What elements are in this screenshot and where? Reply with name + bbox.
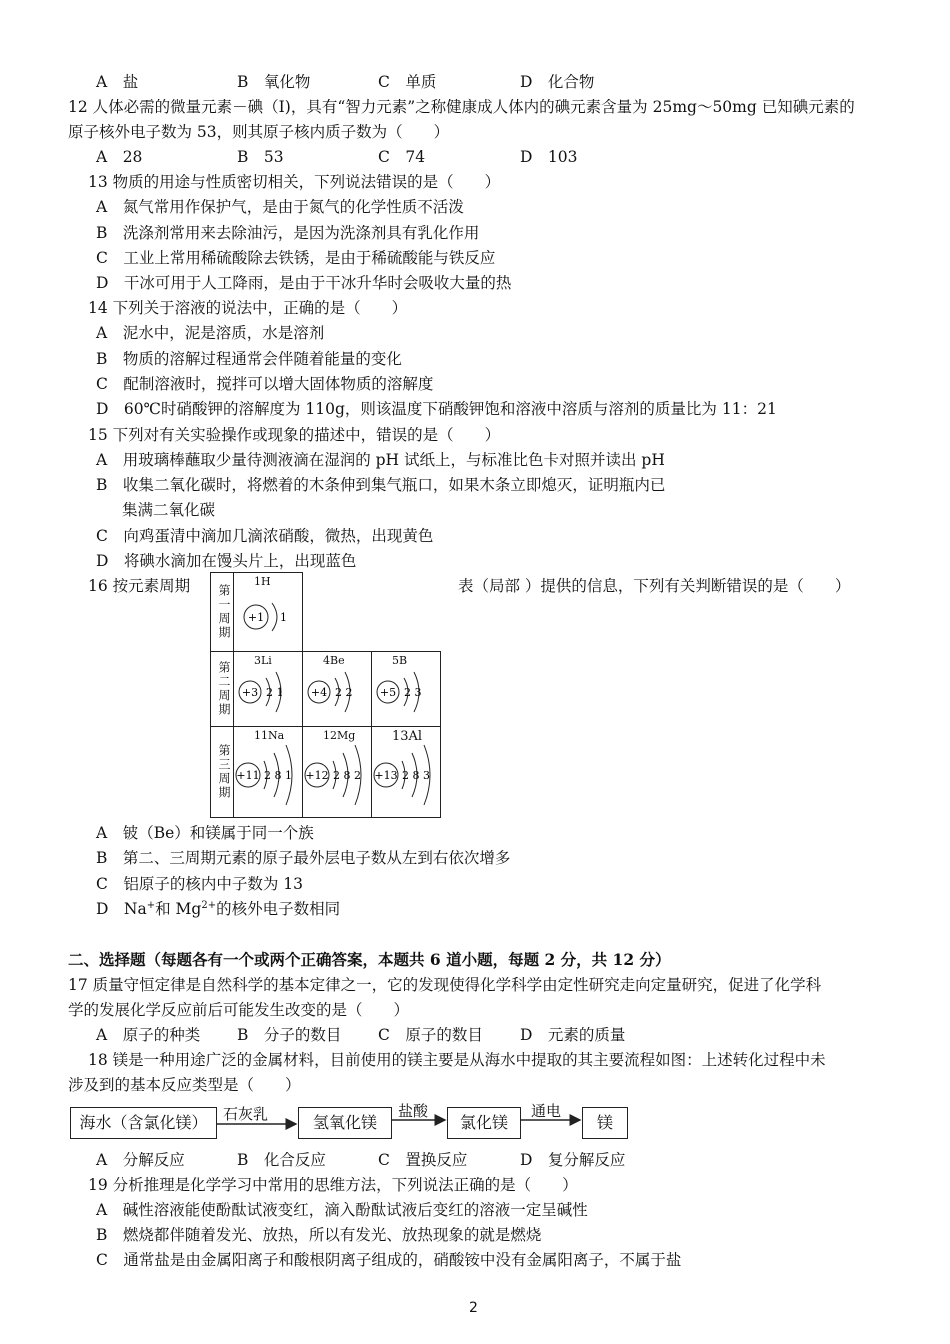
q13-option-b: B 洗涤剂常用来去除油污，是因为洗涤剂具有乳化作用: [96, 224, 480, 242]
electron-shells: 2 8 2: [333, 769, 361, 782]
arrow-label-lime-milk: 石灰乳: [223, 1105, 269, 1123]
q16-option-d-suffix: 的核外电子数相同: [216, 900, 341, 918]
flow-box-seawater: 海水（含氯化镁）: [70, 1107, 217, 1139]
q16-option-b: B 第二、三周期元素的原子最外层电子数从左到右依次增多: [96, 849, 511, 867]
q18-line1: 18 镁是一种用途广泛的金属材料，目前使用的镁主要是从海水中提取的其主要流程如图：上述转化过程中未: [88, 1051, 826, 1069]
q18-option-a: A 分解反应: [96, 1151, 185, 1169]
q18-option-c: C 置换反应: [378, 1151, 468, 1169]
q19-stem: 19 分析推理是化学学习中常用的思维方法，下列说法正确的是（ ）: [88, 1176, 578, 1194]
element-label: 3Li: [254, 654, 272, 667]
q17-option-b: B 分子的数目: [237, 1026, 342, 1044]
mg-charge: 2+: [201, 899, 217, 911]
q16-option-d-prefix: D Na: [96, 900, 147, 918]
na-charge: +: [146, 899, 156, 911]
electron-shells: 2 2: [335, 686, 353, 699]
q13-option-a: A 氮气常用作保护气，是由于氮气的化学性质不活泼: [96, 198, 464, 216]
element-label: 1H: [254, 575, 271, 588]
q18-option-d: D 复分解反应: [520, 1151, 626, 1169]
nucleus-charge: +12: [305, 769, 329, 782]
nucleus-charge: +1: [247, 611, 265, 624]
electron-shells: 2 8 1: [264, 769, 292, 782]
q17-option-a: A 原子的种类: [96, 1026, 201, 1044]
q15-option-a: A 用玻璃棒蘸取少量待测液滴在湿润的 pH 试纸上，与标准比色卡对照并读出 pH: [96, 451, 665, 469]
flow-box-magnesium-chloride: 氯化镁: [447, 1107, 521, 1139]
electron-shells: 2 8 3: [402, 769, 430, 782]
q19-option-a: A 碱性溶液能使酚酞试液变红，滴入酚酞试液后变红的溶液一定呈碱性: [96, 1201, 588, 1219]
q12-option-a: A 28: [96, 148, 143, 166]
period-1-label: 第一周期: [211, 573, 234, 652]
q11-option-c: C 单质: [378, 73, 437, 91]
element-label: 5B: [392, 654, 408, 667]
nucleus-charge: +11: [236, 769, 260, 782]
q12-line1: 12 人体必需的微量元素－碘（I)，具有“智力元素”之称健康成人体内的碘元素含量为 25mg～50mg 已知碘元素的: [68, 98, 855, 116]
nucleus-charge: +13: [374, 769, 398, 782]
q16-stem-left: 16 按元素周期: [88, 577, 191, 595]
electron-shells: 2 3: [404, 686, 422, 699]
q19-option-c: C 通常盐是由金属阳离子和酸根阴离子组成的，硝酸铵中没有金属阳离子，不属于盐: [96, 1251, 682, 1269]
q15-option-b: B 收集二氧化碳时，将燃着的木条伸到集气瓶口，如果木条立即熄灭，证明瓶内已: [96, 476, 666, 494]
electron-shells: 2 1: [266, 686, 284, 699]
element-label: 4Be: [323, 654, 345, 667]
q14-option-a: A 泥水中，泥是溶质，水是溶剂: [96, 324, 325, 342]
q11-option-a: A 盐: [96, 73, 139, 91]
q16-option-a: A 铍（Be）和镁属于同一个族: [96, 824, 314, 842]
q17-option-c: C 原子的数目: [378, 1026, 483, 1044]
q13-stem: 13 物质的用途与性质密切相关，下列说法错误的是（ ）: [88, 173, 501, 191]
q15-option-c: C 向鸡蛋清中滴加几滴浓硝酸，微热，出现黄色: [96, 527, 434, 545]
q14-option-d: D 60℃时硝酸钾的溶解度为 110g，则该温度下硝酸钾饱和溶液中溶质与溶剂的质量比为 11：21: [96, 400, 777, 418]
q18-option-b: B 化合反应: [237, 1151, 326, 1169]
q18-line2: 涉及到的基本反应类型是（ ）: [68, 1076, 301, 1094]
q13-option-c: C 工业上常用稀硫酸除去铁锈，是由于稀硫酸能与铁反应: [96, 249, 496, 267]
q12-option-b: B 53: [237, 148, 284, 166]
q16-option-c: C 铝原子的核内中子数为 13: [96, 875, 304, 893]
q12-option-d: D 103: [520, 148, 578, 166]
flow-box-magnesium-hydroxide: 氢氧化镁: [298, 1107, 392, 1139]
q17-line1: 17 质量守恒定律是自然科学的基本定律之一，它的发现使得化学科学由定性研究走向定量研究，促进了化学科: [68, 976, 822, 994]
page-number: 2: [469, 1300, 478, 1316]
nucleus-charge: +5: [379, 686, 397, 699]
q13-option-d: D 干冰可用于人工降雨，是由于干冰升华时会吸收大量的热: [96, 274, 512, 292]
q14-stem: 14 下列关于溶液的说法中，正确的是（ ）: [88, 299, 408, 317]
element-label: 12Mg: [323, 729, 356, 742]
q11-option-b: B 氧化物: [237, 73, 311, 91]
q16-option-d-mid: 和 Mg: [155, 900, 202, 918]
nucleus-charge: +3: [241, 686, 259, 699]
element-label: 13Al: [392, 729, 423, 744]
q15-option-b-cont: 集满二氧化碳: [122, 501, 216, 519]
q15-option-d: D 将碘水滴加在馒头片上，出现蓝色: [96, 552, 357, 570]
period-2-label: 第二周期: [211, 652, 234, 727]
q11-option-d: D 化合物: [520, 73, 595, 91]
arrow-label-electrolysis: 通电: [531, 1102, 562, 1120]
period-3-label: 第三周期: [211, 727, 234, 818]
q17-line2: 学的发展化学反应前后可能发生改变的是（ ）: [68, 1001, 410, 1019]
q12-option-c: C 74: [378, 148, 426, 166]
q12-line2: 原子核外电子数为 53，则其原子核内质子数为（ ）: [68, 123, 450, 141]
q17-option-d: D 元素的质量: [520, 1026, 626, 1044]
flow-box-magnesium: 镁: [582, 1107, 628, 1139]
arrow-label-hydrochloric-acid: 盐酸: [398, 1102, 429, 1120]
q14-option-c: C 配制溶液时，搅拌可以增大固体物质的溶解度: [96, 375, 434, 393]
q19-option-b: B 燃烧都伴随着发光、放热，所以有发光、放热现象的就是燃烧: [96, 1226, 542, 1244]
element-label: 11Na: [254, 729, 285, 742]
q14-option-b: B 物质的溶解过程通常会伴随着能量的变化: [96, 350, 402, 368]
section-2-title: 二、选择题（每题各有一个或两个正确答案，本题共 6 道小题，每题 2 分，共 12 分）: [68, 950, 671, 969]
q16-stem-right: 表（局部 ）提供的信息，下列有关判断错误的是（ ）: [458, 577, 851, 595]
electron-shells: 1: [280, 611, 287, 624]
q15-stem: 15 下列对有关实验操作或现象的描述中，错误的是（ ）: [88, 426, 501, 444]
nucleus-charge: +4: [310, 686, 328, 699]
